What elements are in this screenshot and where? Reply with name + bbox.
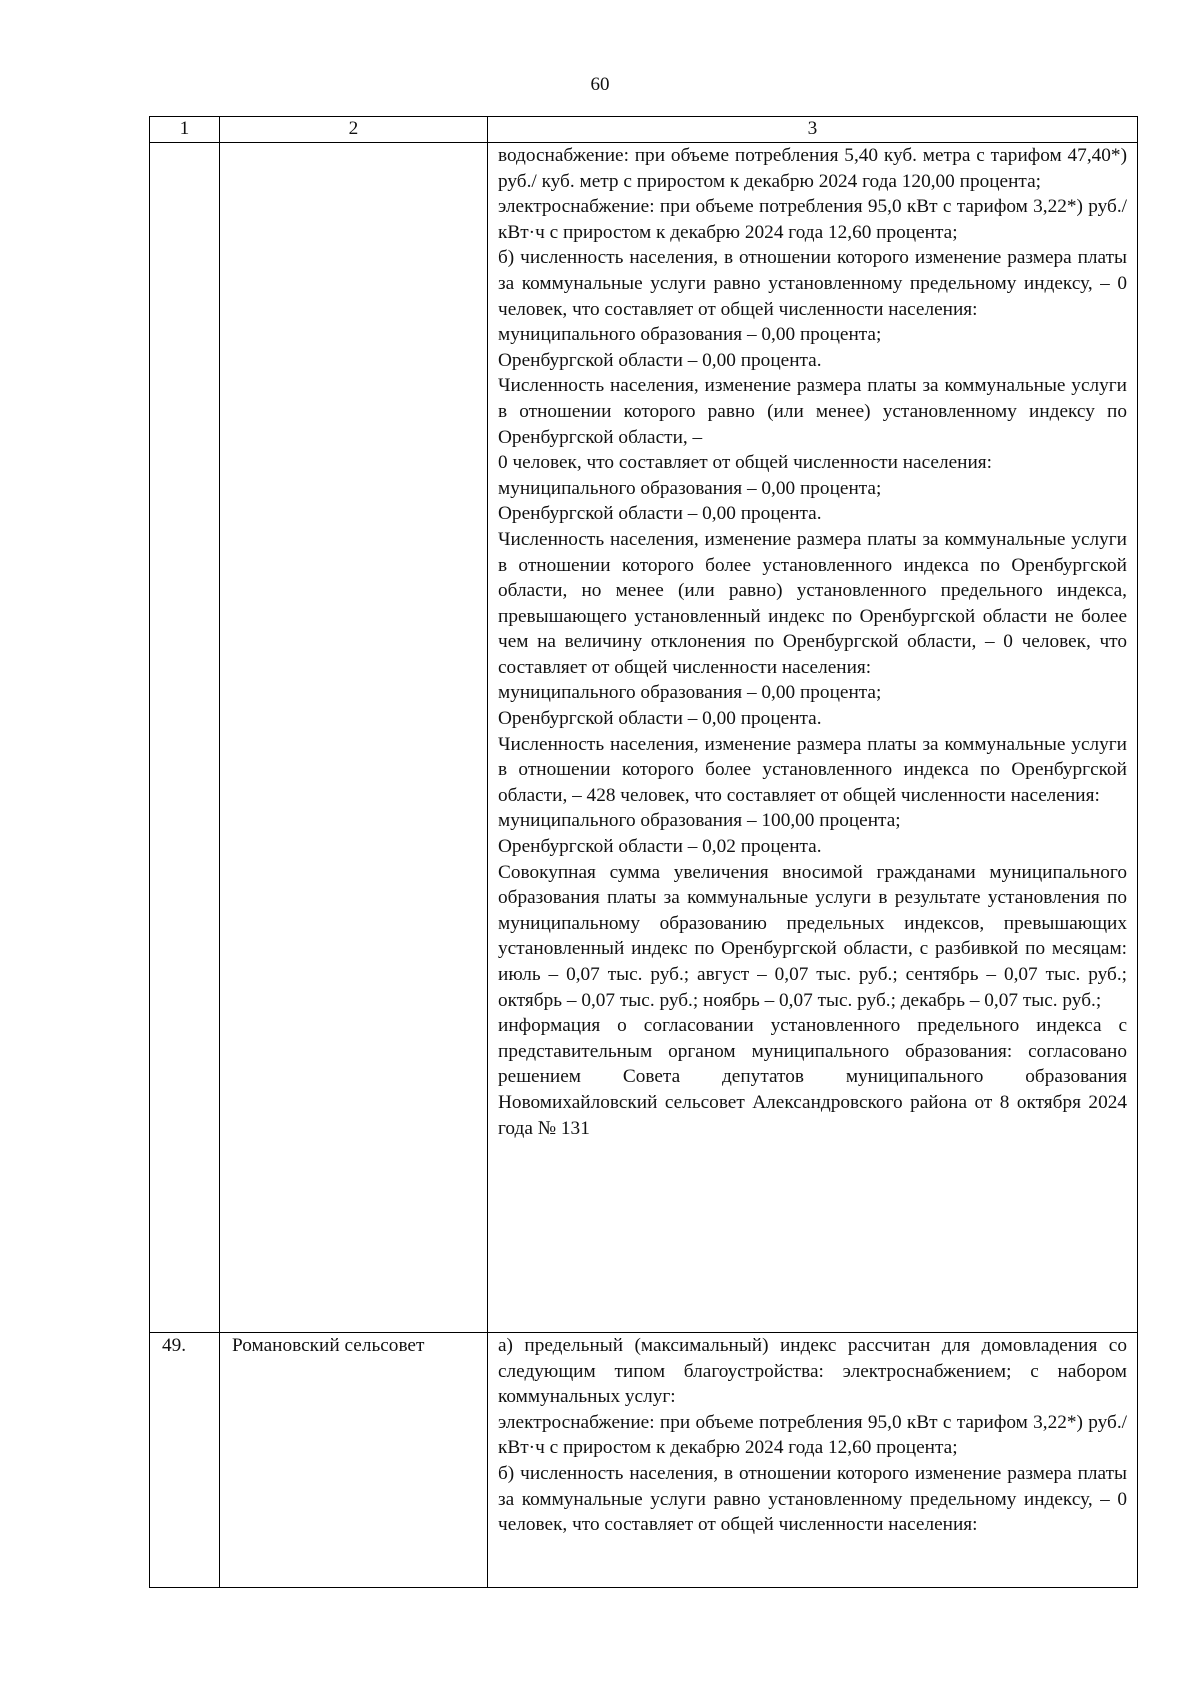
column-header-3: 3 xyxy=(488,117,1138,143)
content-paragraph: Оренбургской области – 0,00 процента. xyxy=(498,503,822,525)
table-row-49 xyxy=(150,1333,1138,1588)
content-paragraph: Численность населения, изменение размера платы за коммунальные услуги в отношении которого более установленного индекса по Оренбургской области, но менее (или равно) установленного предельного индекса, превышающего установленный индекс по Оренбургской области не более чем на величину отклонения по Оренбургской области, – 0 человек, что составляет от общей численности населения: xyxy=(498,528,1127,678)
content-paragraph: а) предельный (максимальный) индекс рассчитан для домовладения со следующим типом благоустройства: электроснабжением; с набором коммунальных услуг: xyxy=(498,1335,1127,1408)
content-paragraph: Совокупная сумма увеличения вносимой гражданами муниципального образования платы за коммунальные услуги в результате установления по муниципальному образованию предельных индексов, превышающих установленный индекс по Оренбургской области, с разбивкой по месяцам: июль – 0,07 тыс. руб.; август – 0,07 тыс. руб.; сентябрь – 0,07 тыс. руб.; октябрь – 0,07 тыс. руб.; ноябрь – 0,07 тыс. руб.; декабрь – 0,07 тыс. руб.; xyxy=(498,861,1127,1011)
page-number: 60 xyxy=(590,74,610,95)
content-paragraph: муниципального образования – 0,00 процента; xyxy=(498,682,882,704)
row-content xyxy=(488,143,1138,1333)
row-content xyxy=(488,1333,1138,1588)
table-row-continuation xyxy=(150,143,1138,1333)
row-number xyxy=(150,143,220,1333)
content-paragraph: 0 человек, что составляет от общей численности населения: xyxy=(498,452,992,474)
content-paragraph: муниципального образования – 100,00 процента; xyxy=(498,810,901,832)
content-paragraph: б) численность населения, в отношении которого изменение размера платы за коммунальные услуги равно установленному предельному индексу, – 0 человек, что составляет от общей численности населения: xyxy=(498,1462,1127,1536)
content-paragraph: Оренбургской области – 0,00 процента. xyxy=(498,349,822,371)
content-paragraph: электроснабжение: при объеме потребления 95,0 кВт с тарифом 3,22*) руб./кВт·ч с приростом к декабрю 2024 года 12,60 процента; xyxy=(498,196,1127,243)
document-table xyxy=(149,116,1138,1588)
content-paragraph: Оренбургской области – 0,02 процента. xyxy=(498,836,822,858)
content-paragraph: электроснабжение: при объеме потребления 95,0 кВт с тарифом 3,22*) руб./кВт·ч с приростом к декабрю 2024 года 12,60 процента; xyxy=(498,1411,1127,1459)
table-header-row xyxy=(150,117,1138,143)
column-header-2: 2 xyxy=(220,117,488,143)
row-municipality: Романовский сельсовет xyxy=(220,1333,488,1588)
content-paragraph: муниципального образования – 0,00 процента; xyxy=(498,477,882,499)
content-paragraph: водоснабжение: при объеме потребления 5,40 куб. метра с тарифом 47,40*) руб./ куб. метр с приростом к декабрю 2024 года 120,00 процента; xyxy=(498,145,1127,192)
content-paragraph: муниципального образования – 0,00 процента; xyxy=(498,324,882,346)
column-header-1: 1 xyxy=(150,117,220,143)
content-paragraph: Численность населения, изменение размера платы за коммунальные услуги в отношении которого равно (или менее) установленному индексу по Оренбургской области, – xyxy=(498,375,1127,448)
content-paragraph: б) численность населения, в отношении которого изменение размера платы за коммунальные услуги равно установленному предельному индексу, – 0 человек, что составляет от общей численности населения: xyxy=(498,247,1127,320)
row-number: 49. xyxy=(150,1333,220,1588)
content-paragraph: Оренбургской области – 0,00 процента. xyxy=(498,708,822,730)
row-municipality xyxy=(220,143,488,1333)
content-paragraph: Численность населения, изменение размера платы за коммунальные услуги в отношении которого более установленного индекса по Оренбургской области, – 428 человек, что составляет от общей численности населения: xyxy=(498,733,1127,806)
content-paragraph: информация о согласовании установленного предельного индекса с представительным органом муниципального образования: согласовано решением Совета депутатов муниципального образования Новомихайловский сельсовет Александровского района от 8 октября 2024 года № 131 xyxy=(498,1015,1127,1139)
